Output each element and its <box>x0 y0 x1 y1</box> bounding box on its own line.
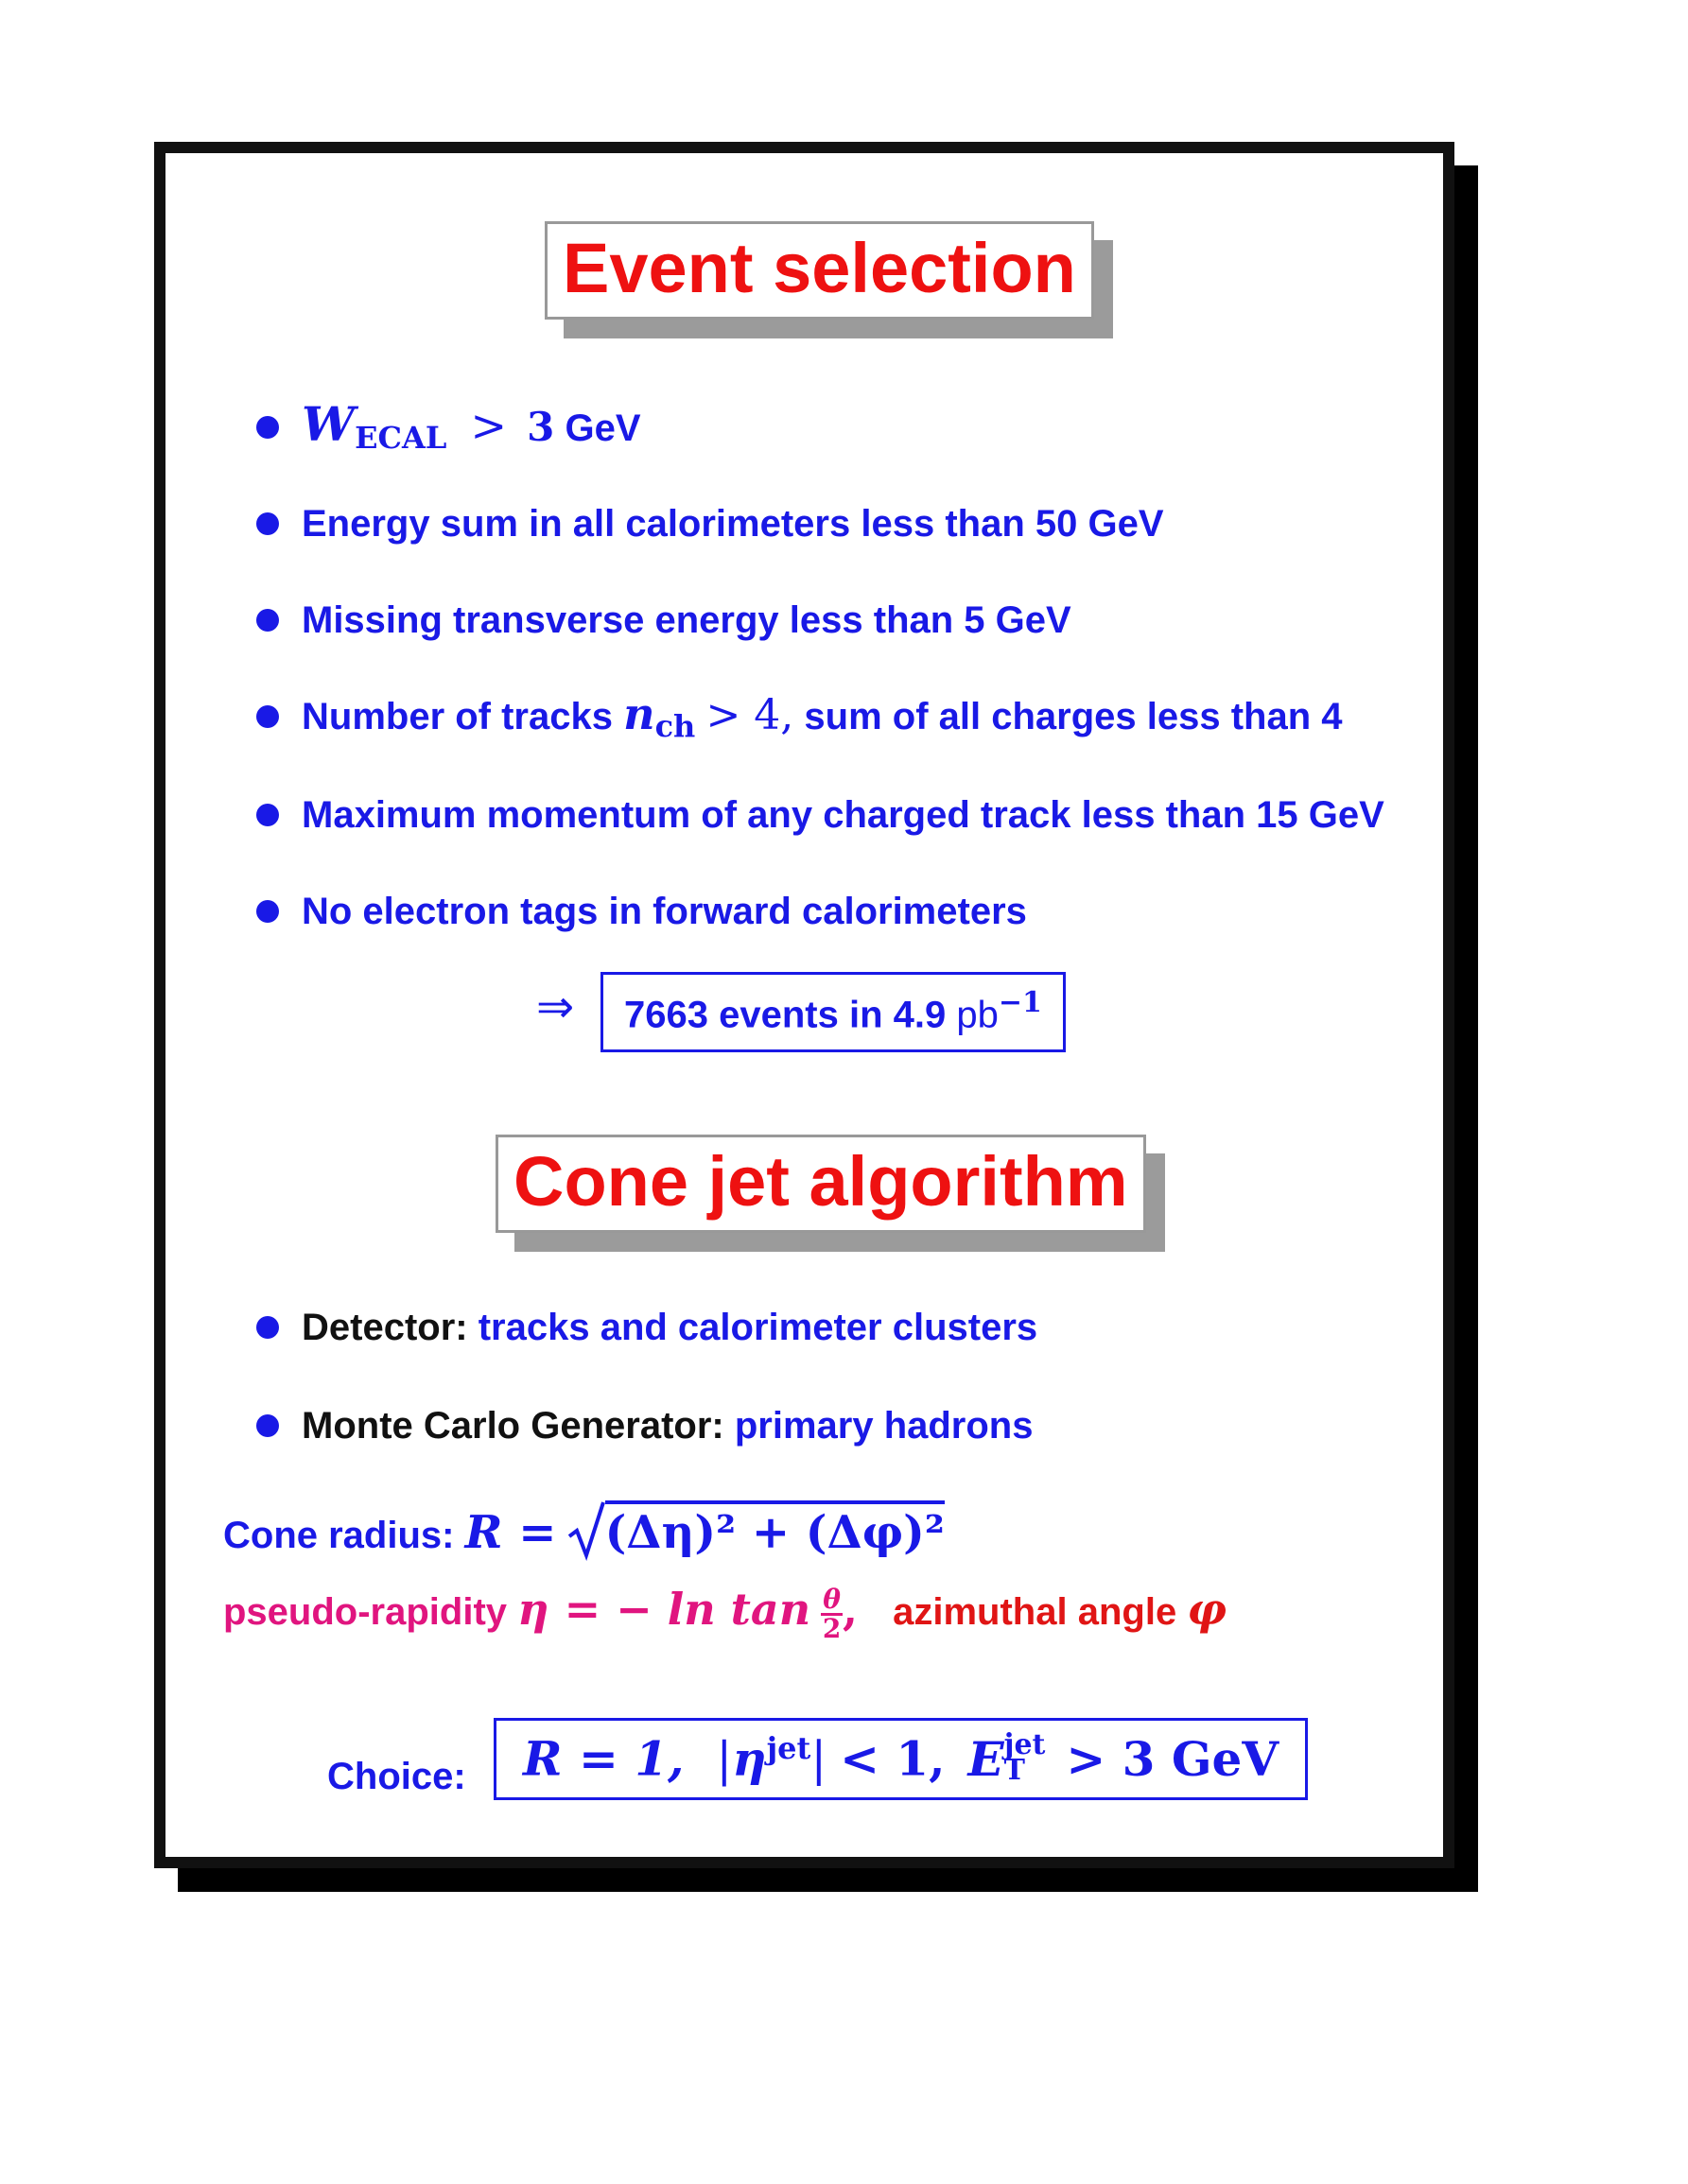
event-selection-title-wrap <box>545 221 1094 320</box>
choice-eta-sup: jet <box>766 1730 811 1766</box>
choice-et-sub: T <box>1003 1753 1025 1787</box>
cone-radius-rhs: (Δη)² + (Δφ)² <box>605 1500 945 1559</box>
math-symbol: n <box>623 688 655 739</box>
math-subscript: ECAL <box>355 420 447 456</box>
cone-radius-lhs: R = <box>464 1506 557 1559</box>
slide <box>154 142 1454 1868</box>
azimuthal-symbol: φ <box>1187 1584 1227 1635</box>
pseudo-label: pseudo-rapidity <box>223 1591 508 1633</box>
list-item-text: No electron tags in forward calorimeters <box>302 891 1027 932</box>
fraction-denominator: 2 <box>822 1613 842 1644</box>
choice-part3: > 3 GeV <box>1066 1730 1279 1787</box>
list-item-label: Detector: <box>302 1307 468 1348</box>
list-item-value: primary hadrons <box>734 1405 1034 1447</box>
pseudo-fraction <box>821 1586 843 1642</box>
result-text: 7663 events in 4.9 <box>624 994 947 1036</box>
list-item-value: tracks and calorimeter clusters <box>478 1307 1038 1348</box>
choice-et-scripts <box>1003 1727 1046 1787</box>
bullet-icon <box>256 416 279 439</box>
choice-eta: η <box>732 1730 767 1787</box>
cone-jet-title-wrap <box>496 1135 1146 1233</box>
cone-radius-line <box>223 1500 945 1568</box>
azimuthal-label: azimuthal angle <box>893 1591 1177 1633</box>
list-item-label: Monte Carlo Generator: <box>302 1405 724 1447</box>
bullet-icon <box>256 705 279 728</box>
choice-et: E <box>967 1730 1004 1787</box>
math-symbol: W <box>302 396 356 452</box>
list-item-text: Missing transverse energy less than 5 GeV <box>302 599 1071 641</box>
sqrt-icon <box>567 1500 605 1568</box>
bullet-icon <box>256 1316 279 1339</box>
bullet-icon <box>256 512 279 535</box>
list-item-text: Maximum momentum of any charged track less than 15 GeV <box>302 794 1384 836</box>
bullet-icon <box>256 1414 279 1437</box>
result-arrow: ⇒ <box>536 982 575 1032</box>
abs-bar-right: | <box>810 1731 827 1787</box>
result-box <box>600 972 1066 1052</box>
result-unit: pb <box>956 994 999 1036</box>
cone-radius-label: Cone radius: <box>223 1515 455 1556</box>
math-subscript: ch <box>654 708 696 744</box>
choice-et-sup: jet <box>1003 1727 1046 1761</box>
list-item-text: Number of tracks <box>302 696 613 737</box>
event-selection-title: Event selection <box>545 221 1094 320</box>
choice-r: R = 1, <box>523 1730 685 1787</box>
abs-bar-left: | <box>716 1731 733 1787</box>
result-exponent: −1 <box>998 986 1042 1019</box>
choice-part2: < 1, <box>840 1730 946 1787</box>
pseudo-separator: , <box>842 1584 858 1635</box>
list-item-text: Energy sum in all calorimeters less than 50 GeV <box>302 503 1164 545</box>
unit-text: GeV <box>565 407 641 449</box>
math-relation: > 4, <box>705 691 794 739</box>
bullet-icon <box>256 804 279 826</box>
choice-box <box>494 1718 1308 1800</box>
bullet-icon <box>256 609 279 632</box>
pseudo-line <box>223 1586 1227 1642</box>
choice-label: Choice: <box>327 1756 466 1797</box>
math-value: 3 <box>527 404 555 450</box>
pseudo-formula: η = − ln tan <box>517 1584 811 1635</box>
math-relation: > <box>470 400 508 451</box>
fraction-numerator: θ <box>823 1584 841 1615</box>
bullet-icon <box>256 900 279 923</box>
cone-jet-title: Cone jet algorithm <box>496 1135 1146 1233</box>
list-item-text: sum of all charges less than 4 <box>804 696 1343 737</box>
